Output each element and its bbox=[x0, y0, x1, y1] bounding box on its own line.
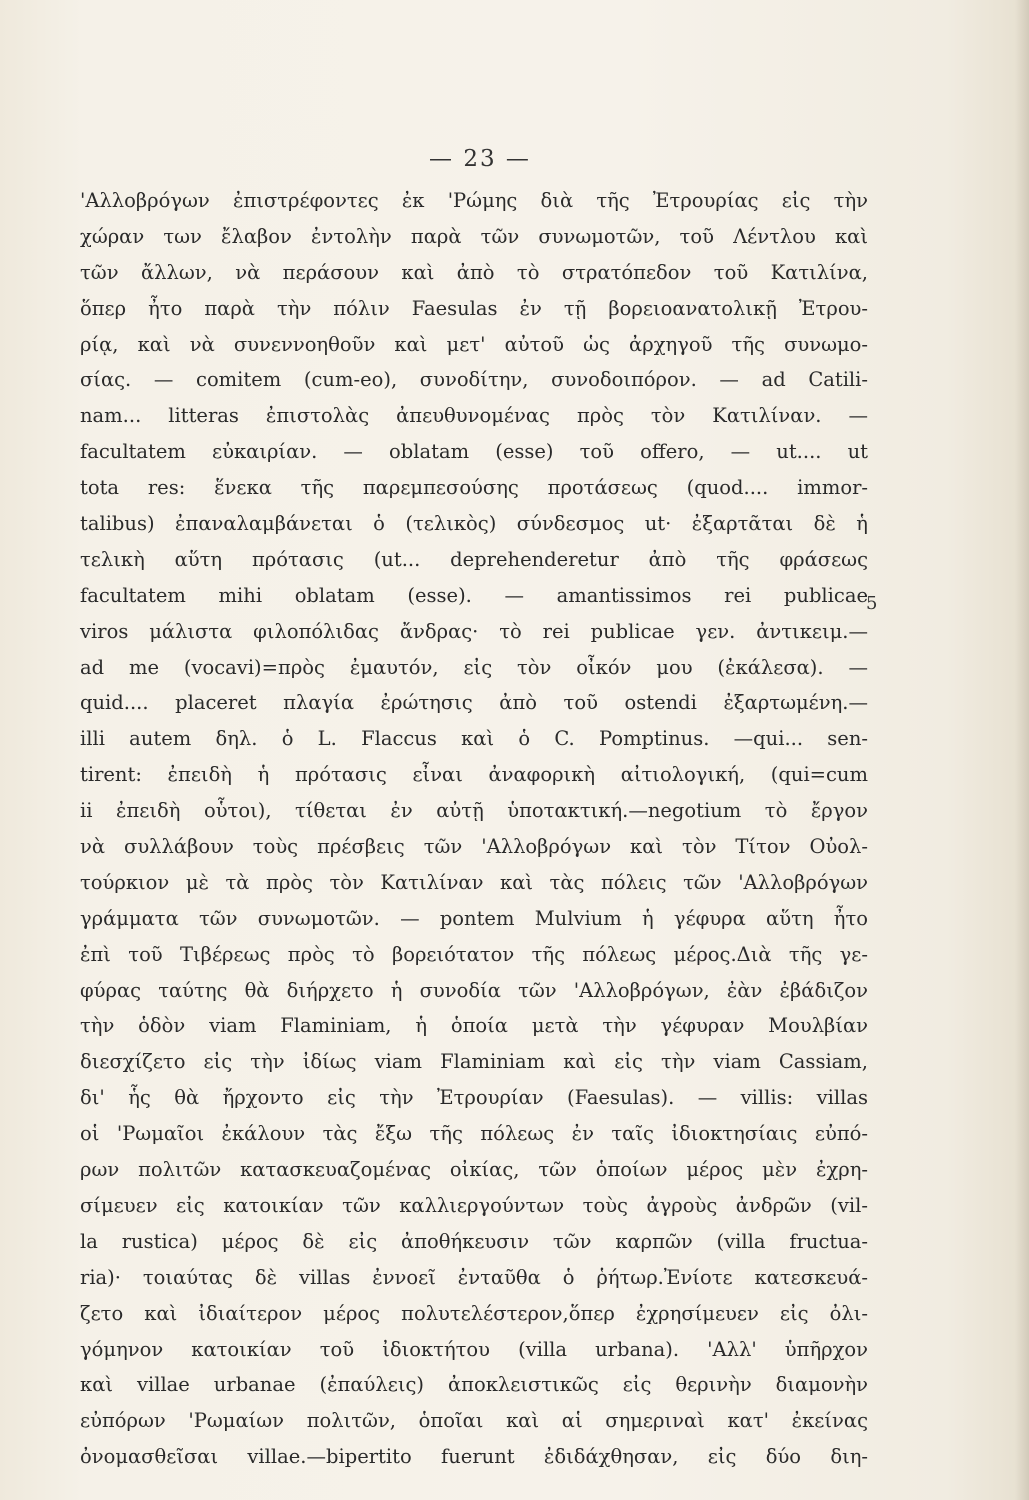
text-line: διεσχίζετο εἰς τὴν ἰδίως viam Flaminiam καὶ εἰς τὴν viam Cassiam, bbox=[80, 1050, 868, 1074]
text-line: οἱ 'Ρωμαῖοι ἐκάλουν τὰς ἔξω τῆς πόλεως ἐν ταῖς ἰδιοκτησίαις εὐπό- bbox=[80, 1122, 868, 1146]
text-line: ad me (vocavi)=πρὸς ἐμαυτόν, εἰς τὸν οἶκόν μου (ἐκάλεσα). — bbox=[80, 655, 868, 679]
text-line: νὰ συλλάβουν τοὺς πρέσβεις τῶν 'Αλλοβρόγων καὶ τὸν Τίτον Οὐολ- bbox=[80, 835, 868, 859]
page-edge-shadow bbox=[1015, 0, 1029, 1500]
text-line: ρων πολιτῶν κατασκευαζομένας οἰκίας, τῶν ὁποίων μέρος μὲν ἐχρη- bbox=[80, 1158, 868, 1182]
text-line: τελικὴ αὕτη πρότασις (ut... deprehenderetur ἀπὸ τῆς φράσεως bbox=[80, 547, 868, 571]
body-text bbox=[80, 183, 868, 1475]
text-line: εὐπόρων 'Ρωμαίων πολιτῶν, ὁποῖαι καὶ αἱ σημεριναὶ κατ' ἐκείνας bbox=[80, 1409, 868, 1433]
text-line: γράμματα τῶν συνωμοτῶν. — pontem Mulvium ἡ γέφυρα αὕτη ἦτο bbox=[80, 906, 868, 930]
text-line: facultatem εὐκαιρίαν. — oblatam (esse) τοῦ offero, — ut.... ut bbox=[80, 440, 868, 464]
text-line: quid.... placeret πλαγία ἐρώτησις ἀπὸ τοῦ ostendi ἐξαρτωμένη.— bbox=[80, 691, 868, 715]
text-line: ρίᾳ, καὶ νὰ συνεννοηθοῦν καὶ μετ' αὐτοῦ ὡς ἀρχηγοῦ τῆς συνωμο- bbox=[80, 332, 868, 356]
text-line: tota res: ἕνεκα τῆς παρεμπεσούσης προτάσεως (quod.... immor- bbox=[80, 476, 868, 500]
text-line: nam... litteras ἐπιστολὰς ἀπευθυνομένας πρὸς τὸν Κατιλίναν. — bbox=[80, 404, 868, 428]
text-line: ἐπὶ τοῦ Τιβέρεως πρὸς τὸ βορειότατον τῆς πόλεως μέρος.Διὰ τῆς γε- bbox=[80, 942, 868, 966]
text-line: δι' ἧς θὰ ἤρχοντο εἰς τὴν Ἐτρουρίαν (Faesulas). — villis: villas bbox=[80, 1086, 868, 1110]
text-line: ria)· τοιαύτας δὲ villas ἐννοεῖ ἐνταῦθα ὁ ῥήτωρ.Ἐνίοτε κατεσκευά- bbox=[80, 1265, 868, 1289]
text-line: τούρκιον μὲ τὰ πρὸς τὸν Κατιλίναν καὶ τὰς πόλεις τῶν 'Αλλοβρόγων bbox=[80, 870, 868, 894]
text-line: talibus) ἐπαναλαμβάνεται ὁ (τελικὸς) σύνδεσμος ut· ἐξαρτᾶται δὲ ἡ bbox=[80, 512, 868, 536]
text-line: τῶν ἄλλων, νὰ περάσουν καὶ ἀπὸ τὸ στρατόπεδον τοῦ Κατιλίνα, bbox=[80, 260, 868, 284]
text-line: σίμευεν εἰς κατοικίαν τῶν καλλιεργούντων τοὺς ἀγροὺς ἀνδρῶν (vil- bbox=[80, 1193, 868, 1217]
text-line: χώραν των ἔλαβον ἐντολὴν παρὰ τῶν συνωμοτῶν, τοῦ Λέντλου καὶ bbox=[80, 224, 868, 248]
text-line: γόμηνον κατοικίαν τοῦ ἰδιοκτήτου (villa urbana). 'Αλλ' ὑπῆρχον bbox=[80, 1337, 868, 1361]
text-line: τὴν ὁδὸν viam Flaminiam, ἡ ὁποία μετὰ τὴν γέφυραν Μουλβίαν bbox=[80, 1014, 868, 1038]
text-line: ὀνομασθεῖσαι villae.—bipertito fuerunt ἐδιδάχθησαν, εἰς δύο διη- bbox=[80, 1445, 868, 1469]
text-line: tirent: ἐπειδὴ ἡ πρότασις εἶναι ἀναφορικὴ αἰτιολογική, (qui=cum bbox=[80, 763, 868, 787]
text-line: φύρας ταύτης θὰ διήρχετο ἡ συνοδία τῶν 'Αλλοβρόγων, ἐὰν ἐβάδιζον bbox=[80, 978, 868, 1002]
text-line: illi autem δηλ. ὁ L. Flaccus καὶ ὁ C. Pomptinus. —qui... sen- bbox=[80, 727, 868, 751]
text-line: σίας. — comitem (cum-eo), συνοδίτην, συνοδοιπόρον. — ad Catili- bbox=[80, 368, 868, 392]
text-line: viros μάλιστα φιλοπόλιδας ἄνδρας· τὸ rei publicae γεν. ἀντικειμ.— bbox=[80, 619, 868, 643]
text-line: ii ἐπειδὴ οὗτοι), τίθεται ἐν αὐτῇ ὑποτακτική.—negotium τὸ ἔργον bbox=[80, 799, 868, 823]
line-marker: 5 bbox=[866, 593, 878, 614]
text-line: ζετο καὶ ἰδιαίτερον μέρος πολυτελέστερον,ὅπερ ἐχρησίμευεν εἰς ὀλι- bbox=[80, 1301, 868, 1325]
page-number: — 23 — bbox=[429, 146, 531, 172]
text-line: la rustica) μέρος δὲ εἰς ἀποθήκευσιν τῶν καρπῶν (villa fructua- bbox=[80, 1229, 868, 1253]
text-line: ὅπερ ἦτο παρὰ τὴν πόλιν Faesulas ἐν τῇ βορειοανατολικῇ Ἐτρου- bbox=[80, 296, 868, 320]
text-line: καὶ villae urbanae (ἐπαύλεις) ἀποκλειστικῶς εἰς θερινὴν διαμονὴν bbox=[80, 1373, 868, 1397]
text-line: facultatem mihi oblatam (esse). — amantissimos rei publicae bbox=[80, 583, 868, 607]
text-line: 'Αλλοβρόγων ἐπιστρέφοντες ἐκ 'Ρώμης διὰ τῆς Ἐτρουρίας εἰς τὴν bbox=[80, 189, 868, 212]
